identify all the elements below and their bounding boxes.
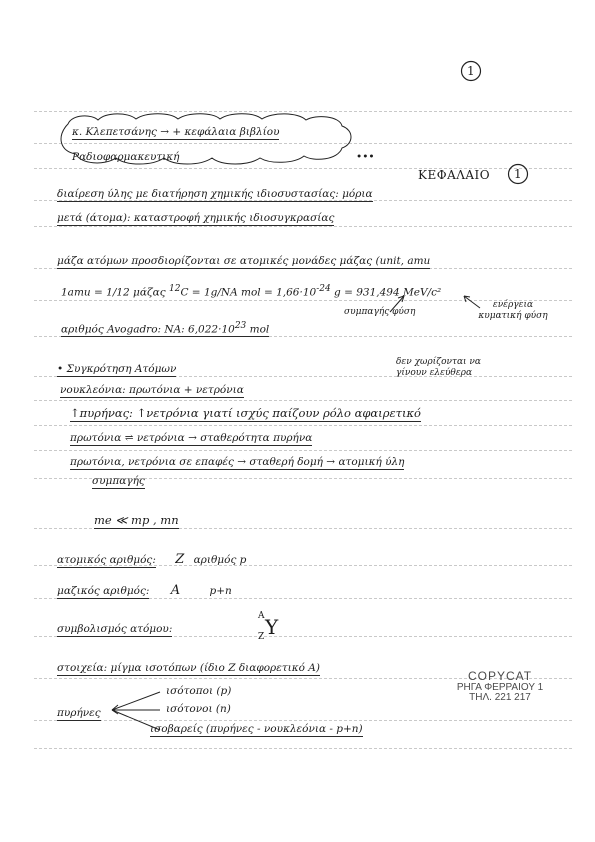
mass-number-meaning: p+n xyxy=(209,585,232,597)
mass-number-symbol: A xyxy=(170,583,181,598)
page-number: 1 xyxy=(467,64,475,78)
elements-line: στοιχεία: μίγμα ισοτόπων (ίδιο Z διαφορετικό A) xyxy=(57,662,320,674)
chapter-heading: ΚΕΦΑΛΑΙΟ xyxy=(418,168,491,182)
atomic-number-label: ατομικός αριθμός: xyxy=(57,554,156,566)
mass-comparison: me ≪ mp , mn xyxy=(94,513,179,527)
header-note-line2: Ραδιοφαρμακευτική xyxy=(72,151,180,163)
amu-value: C = 1g/NA mol = 1,66·10 xyxy=(180,286,317,299)
text-line-3: μάζα ατόμων προσδιορίζονται σε ατομικές μονάδες μάζας (unit, amu xyxy=(57,255,431,267)
text-line-7: νουκλεόνια: πρωτόνια + νετρόνια xyxy=(60,384,244,396)
header-note-line1: κ. Κλεπετσάνης → + κεφάλαια βιβλίου xyxy=(72,126,280,138)
nuclei-label: πυρήνες xyxy=(57,707,101,719)
text-line-2: μετά (άτομα): καταστροφή χημικής ιδιοσυγκρασίας xyxy=(57,212,335,224)
mass-number-label: μαζικός αριθμός: xyxy=(57,585,150,597)
stamp-line-3: ΤΗΛ. 221 217 xyxy=(469,692,531,704)
carbon-mass-number: 12 xyxy=(168,284,181,294)
text-line-1: διαίρεση ύλης με διατήρηση χημικής ιδιοσυστασίας: μόρια xyxy=(57,188,373,200)
avogadro-line xyxy=(61,322,269,337)
section-heading: • Συγκρότηση Ατόμων xyxy=(57,363,177,375)
notation-atomic-number: Z xyxy=(258,632,265,642)
chapter-number: 1 xyxy=(514,167,522,181)
amu-energy: g = 931,494 MeV/c² xyxy=(334,286,442,299)
copyshop-stamp xyxy=(430,670,570,704)
text-line-10: πρωτόνια, νετρόνια σε επαφές → σταθερή δομή → ατομική ύλη xyxy=(70,456,405,468)
stamp-line-1: COPYCAT xyxy=(467,669,533,683)
isotones-label: ισότονοι (n) xyxy=(166,703,231,715)
notation-label: συμβολισμός ατόμου: xyxy=(57,623,173,635)
section-note: δεν χωρίζονται να γίνουν ελεύθερα xyxy=(396,357,481,379)
avogadro-text: αριθμός Avogadro: NA: 6,022·10 xyxy=(61,323,235,336)
amu-def: 1amu = 1/12 μάζας xyxy=(61,286,166,299)
atomic-number-meaning: αριθμός p xyxy=(193,554,247,566)
note-wave: ενέργεια κυματική φύση xyxy=(478,300,548,322)
notation-element-symbol: Y xyxy=(265,615,279,639)
atomic-number-symbol: Z xyxy=(175,552,185,567)
note-corpuscular: συμπαγής φύση xyxy=(344,307,416,317)
header-dots: ••• xyxy=(356,151,375,163)
mass-number-line xyxy=(57,584,232,597)
avogadro-unit: mol xyxy=(249,323,270,336)
notation-mass-number: A xyxy=(258,611,265,621)
stamp-line-2: ΡΗΓΑ ΦΕΡΡΑΙΟΥ 1 xyxy=(456,681,544,693)
amu-exponent: -24 xyxy=(316,284,331,294)
isotopes-label: ισότοποι (p) xyxy=(166,685,232,697)
isobars-label: ισοβαρείς (πυρήνες - νουκλεόνια - p+n) xyxy=(150,723,363,735)
text-line-11: συμπαγής xyxy=(92,475,145,487)
text-line-9: πρωτόνια ⇌ νετρόνια → σταθερότητα πυρήνα xyxy=(70,432,313,444)
text-line-8: ↑πυρήνας: ↑νετρόνια γιατί ισχύς παίζουν ρόλο αφαιρετικό xyxy=(70,406,421,420)
atomic-number-line xyxy=(57,553,246,566)
avogadro-exponent: 23 xyxy=(234,321,247,331)
